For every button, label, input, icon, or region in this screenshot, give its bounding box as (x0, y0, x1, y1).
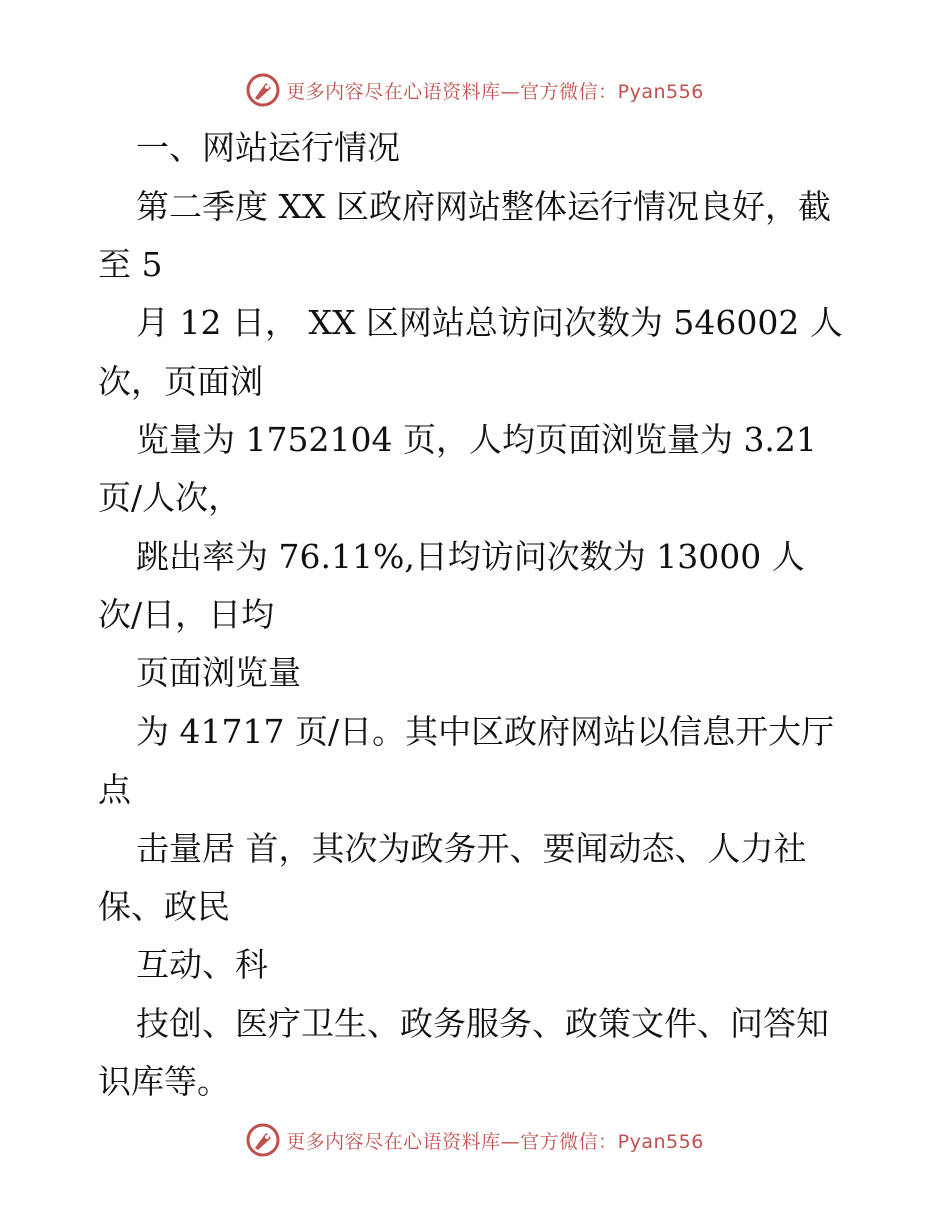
paragraph-line: 次/日，日均 (98, 595, 275, 634)
paragraph-line: 为 41717 页/日。其中区政府网站以信息开大厅 (136, 712, 835, 751)
paragraph-line: 互动、科 (136, 945, 268, 984)
footer-banner-text: 更多内容尽在心语资料库—官方微信：Pyan556 (286, 1130, 704, 1153)
paragraph-line: 页/人次， (98, 478, 242, 517)
pen-nib-logo-icon (246, 1123, 280, 1157)
paragraph-line: 页面浏览量 (136, 653, 301, 692)
paragraph-line: 月 12 日， XX 区网站总访问次数为 546002 人 (136, 303, 843, 342)
paragraph-line: 跳出率为 76.11%,日均访问次数为 13000 人 (136, 537, 805, 576)
paragraph-line: 击量居 首，其次为政务开、要闻动态、人力社 (136, 829, 807, 868)
paragraph-line: 至 5 (98, 245, 163, 284)
paragraph-line: 次，页面浏 (98, 362, 263, 401)
paragraph-line: 览量为 1752104 页，人均页面浏览量为 3.21 (136, 420, 817, 459)
footer-banner (0, 1120, 950, 1160)
paragraph-line: 点 (98, 770, 131, 809)
section-heading: 一、网站运行情况 (136, 128, 400, 167)
paragraph-line: 技创、医疗卫生、政务服务、政策文件、问答知 (136, 1004, 829, 1043)
header-banner-text: 更多内容尽在心语资料库—官方微信：Pyan556 (286, 80, 704, 103)
paragraph-line: 第二季度 XX 区政府网站整体运行情况良好，截 (136, 187, 831, 226)
paragraph-line: 识库等。 (98, 1062, 230, 1101)
paragraph-line: 保、政民 (98, 887, 230, 926)
